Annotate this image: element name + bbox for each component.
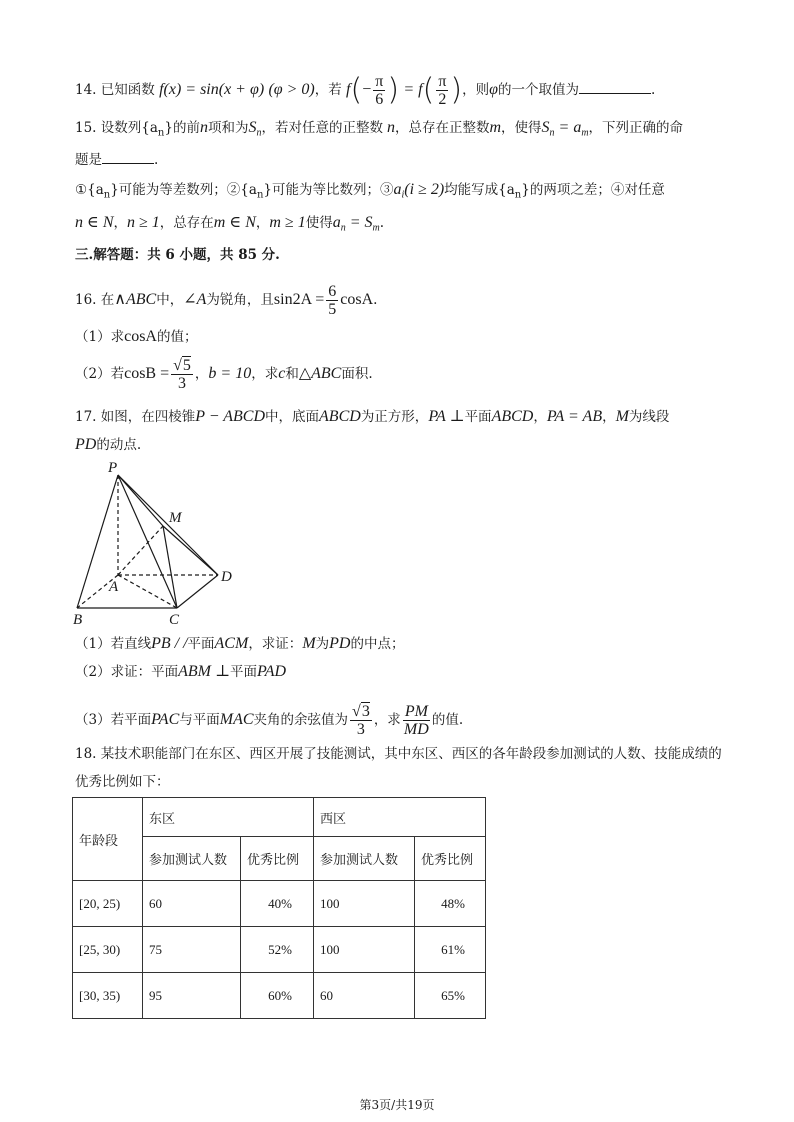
label-M: M: [169, 510, 182, 526]
question-18-line2: 优秀比例如下：: [75, 774, 170, 790]
question-16-part1: （1）求cosA的值；: [75, 328, 198, 345]
label-C: C: [169, 612, 180, 628]
question-18-line1: 18. 某技术职能部门在东区、西区开展了技能测试，其中东区、西区的各年龄段参加测试的人数、技能成绩的: [75, 746, 722, 762]
fraction: $\frac{√5}{3}$: [173, 357, 191, 392]
fraction: $\frac{6}{5}$: [328, 283, 337, 318]
question-17-line2: PD的动点.: [75, 436, 142, 453]
test-results-table: [72, 797, 486, 1019]
label-D: D: [221, 569, 232, 585]
section-heading: 三.解答题：共 6 小题，共 85 分.: [75, 247, 280, 263]
table-row: [30, 35) 95 60% 60 65%: [73, 973, 486, 1019]
question-16: 16. 在∧ABC中，∠A为锐角，且sin2A = $\frac{6}{5}$ cosA.: [75, 283, 378, 318]
question-17-part2: （2）求证：平面ABM ⊥平面PAD: [75, 663, 287, 680]
answer-blank: [102, 163, 154, 164]
age-header: 年龄段: [73, 798, 143, 881]
col-header: 优秀比例: [241, 837, 314, 881]
question-15-line2: 题是 .: [75, 152, 159, 168]
condition: (φ > 0): [268, 81, 315, 98]
answer-blank: [579, 93, 651, 94]
fraction: $\frac{√3}{3}$: [352, 703, 370, 738]
question-14: 14. 已知函数 f(x) = sin(x + φ) (φ > 0)，若 f(− $\frac{\pi}{6}$ ) = f( $\frac{\pi}{2}$ )，则φ的一个取值为 .: [75, 72, 656, 108]
col-header: 优秀比例: [415, 837, 486, 881]
function-expr: f(x) = sin(x + φ): [159, 81, 265, 98]
question-16-part2: （2）若cosB = $\frac{√5}{3}$ ，b = 10，求c和△ABC面积.: [75, 357, 373, 392]
fraction: $\frac{\pi}{6}$: [375, 73, 384, 108]
west-header: 西区: [314, 798, 486, 837]
east-header: 东区: [143, 798, 314, 837]
pyramid-figure: [65, 458, 245, 628]
question-15-line3: $①\{a_n\}$可能为等差数列；$②\{a_n\}$可能为等比数列；$③a_i(i \ge 2)$均能写成$\{a_n\}$的两项之差；④对任意: [75, 181, 665, 201]
label-B: B: [73, 612, 83, 628]
table-row: [20, 25) 60 40% 100 48%: [73, 881, 486, 927]
question-15-line1: 15. 设数列$\{a_n\}$的前n项和为$S_n$，若对任意的正整数 n，总存在正整数m，使得$S_n = a_m$，下列正确的命: [75, 119, 684, 139]
table-row: [25, 30) 75 52% 100 61%: [73, 927, 486, 973]
label-A: A: [109, 579, 119, 595]
question-17-line1: 17. 如图，在四棱锥P − ABCD中，底面ABCD为正方形，PA ⊥平面ABCD，PA = AB，M为线段: [75, 408, 670, 425]
fraction: $\frac{\pi}{2}$: [438, 73, 447, 108]
question-15-line4: n ∈ N，n ≥ 1，总存在m ∈ N，m ≥ 1使得$a_n = S_m$.: [75, 214, 385, 234]
question-17-part3: （3）若平面PAC与平面MAC夹角的余弦值为 $\frac{√3}{3}$ ，求 $\frac{PM}{MD}$ 的值.: [75, 703, 464, 738]
page-footer: 第3页/共19页: [359, 1098, 435, 1112]
col-header: 参加测试人数: [143, 837, 241, 881]
col-header: 参加测试人数: [314, 837, 415, 881]
fraction: $\frac{PM}{MD}$: [403, 703, 429, 738]
label-P: P: [108, 460, 118, 476]
question-17-part1: （1）若直线PB / /平面ACM，求证：M为PD的中点；: [75, 635, 405, 652]
